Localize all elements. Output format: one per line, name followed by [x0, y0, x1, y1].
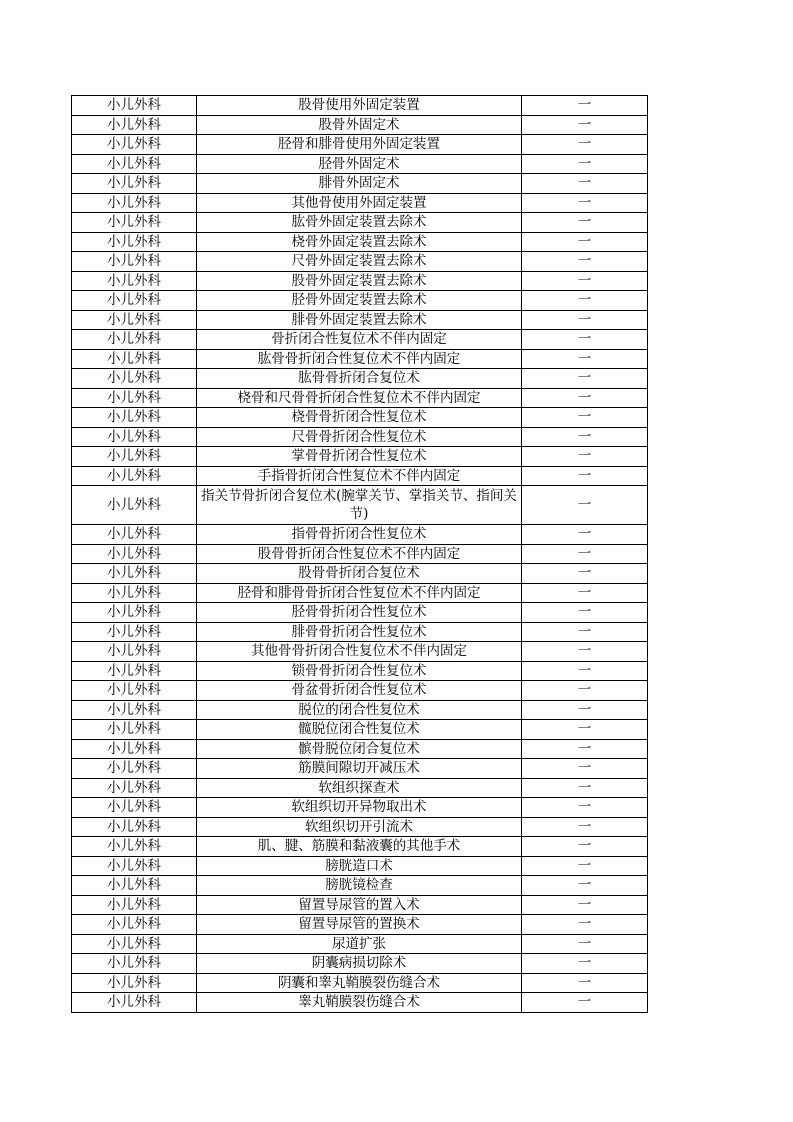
- procedure-name-cell: 肱骨骨折闭合性复位术不伴内固定: [197, 349, 522, 369]
- procedure-name-cell: 尿道扩张: [197, 934, 522, 954]
- table-row: [72, 856, 648, 876]
- table-row: [72, 681, 648, 701]
- grade-level-cell: 一: [522, 934, 648, 954]
- grade-level-cell: 一: [522, 388, 648, 408]
- department-cell: 小儿外科: [72, 856, 197, 876]
- grade-level-cell: 一: [522, 798, 648, 818]
- table-row: [72, 817, 648, 837]
- grade-level-cell: 一: [522, 739, 648, 759]
- grade-level-cell: 一: [522, 271, 648, 291]
- department-cell: 小儿外科: [72, 661, 197, 681]
- department-cell: 小儿外科: [72, 973, 197, 993]
- table-row: [72, 622, 648, 642]
- department-cell: 小儿外科: [72, 583, 197, 603]
- procedure-name-cell: 骨折闭合性复位术不伴内固定: [197, 330, 522, 350]
- department-cell: 小儿外科: [72, 271, 197, 291]
- grade-level-cell: 一: [522, 96, 648, 116]
- grade-level-cell: 一: [522, 622, 648, 642]
- grade-level-cell: 一: [522, 369, 648, 389]
- table-row: [72, 954, 648, 974]
- table-row: [72, 583, 648, 603]
- procedure-name-cell: 腓骨骨折闭合性复位术: [197, 622, 522, 642]
- department-cell: 小儿外科: [72, 564, 197, 584]
- procedure-name-cell: 其他骨使用外固定装置: [197, 193, 522, 213]
- grade-level-cell: 一: [522, 700, 648, 720]
- department-cell: 小儿外科: [72, 213, 197, 233]
- grade-level-cell: 一: [522, 427, 648, 447]
- procedure-name-cell: 胫骨外固定术: [197, 154, 522, 174]
- procedure-name-cell: 股骨使用外固定装置: [197, 96, 522, 116]
- table-row: [72, 154, 648, 174]
- department-cell: 小儿外科: [72, 349, 197, 369]
- table-row: [72, 486, 648, 525]
- grade-level-cell: 一: [522, 583, 648, 603]
- procedure-name-cell: 膀胱镜检查: [197, 876, 522, 896]
- grade-level-cell: 一: [522, 720, 648, 740]
- procedure-name-cell: 阴囊病损切除术: [197, 954, 522, 974]
- department-cell: 小儿外科: [72, 388, 197, 408]
- grade-level-cell: 一: [522, 232, 648, 252]
- table-row: [72, 720, 648, 740]
- department-cell: 小儿外科: [72, 115, 197, 135]
- grade-level-cell: 一: [522, 681, 648, 701]
- department-cell: 小儿外科: [72, 700, 197, 720]
- department-cell: 小儿外科: [72, 915, 197, 935]
- grade-level-cell: 一: [522, 115, 648, 135]
- table-row: [72, 232, 648, 252]
- table-row: [72, 798, 648, 818]
- department-cell: 小儿外科: [72, 954, 197, 974]
- grade-level-cell: 一: [522, 252, 648, 272]
- procedure-table: [71, 95, 648, 1013]
- procedure-name-cell: 筋膜间隙切开减压术: [197, 759, 522, 779]
- procedure-name-cell: 留置导尿管的置入术: [197, 895, 522, 915]
- procedure-name-cell: 脱位的闭合性复位术: [197, 700, 522, 720]
- grade-level-cell: 一: [522, 213, 648, 233]
- table-row: [72, 466, 648, 486]
- department-cell: 小儿外科: [72, 837, 197, 857]
- table-row: [72, 525, 648, 545]
- table-row: [72, 427, 648, 447]
- grade-level-cell: 一: [522, 135, 648, 155]
- grade-level-cell: 一: [522, 895, 648, 915]
- table-row: [72, 564, 648, 584]
- department-cell: 小儿外科: [72, 486, 197, 525]
- department-cell: 小儿外科: [72, 135, 197, 155]
- grade-level-cell: 一: [522, 817, 648, 837]
- table-body: [72, 96, 648, 1013]
- department-cell: 小儿外科: [72, 739, 197, 759]
- department-cell: 小儿外科: [72, 408, 197, 428]
- table-row: [72, 193, 648, 213]
- department-cell: 小儿外科: [72, 96, 197, 116]
- procedure-name-cell: 睾丸鞘膜裂伤缝合术: [197, 993, 522, 1013]
- table-row: [72, 915, 648, 935]
- table-row: [72, 973, 648, 993]
- table-row: [72, 330, 648, 350]
- department-cell: 小儿外科: [72, 310, 197, 330]
- table-row: [72, 96, 648, 116]
- procedure-name-cell: 其他骨骨折闭合性复位术不伴内固定: [197, 642, 522, 662]
- grade-level-cell: 一: [522, 642, 648, 662]
- department-cell: 小儿外科: [72, 466, 197, 486]
- department-cell: 小儿外科: [72, 817, 197, 837]
- procedure-name-cell: 髋脱位闭合性复位术: [197, 720, 522, 740]
- grade-level-cell: 一: [522, 759, 648, 779]
- procedure-name-cell: 桡骨和尺骨骨折闭合性复位术不伴内固定: [197, 388, 522, 408]
- procedure-name-cell: 股骨骨折闭合复位术: [197, 564, 522, 584]
- procedure-name-cell: 软组织切开引流术: [197, 817, 522, 837]
- procedure-name-cell: 腓骨外固定术: [197, 174, 522, 194]
- table-row: [72, 388, 648, 408]
- grade-level-cell: 一: [522, 954, 648, 974]
- procedure-name-cell: 胫骨骨折闭合性复位术: [197, 603, 522, 623]
- procedure-name-cell: 骨盆骨折闭合性复位术: [197, 681, 522, 701]
- procedure-name-cell: 留置导尿管的置换术: [197, 915, 522, 935]
- grade-level-cell: 一: [522, 466, 648, 486]
- procedure-name-cell: 指关节骨折闭合复位术(腕掌关节、掌指关节、指间关节): [197, 486, 522, 525]
- procedure-name-cell: 胫骨外固定装置去除术: [197, 291, 522, 311]
- grade-level-cell: 一: [522, 837, 648, 857]
- table-row: [72, 213, 648, 233]
- table-row: [72, 271, 648, 291]
- procedure-name-cell: 肱骨骨折闭合复位术: [197, 369, 522, 389]
- table-row: [72, 252, 648, 272]
- grade-level-cell: 一: [522, 525, 648, 545]
- grade-level-cell: 一: [522, 993, 648, 1013]
- department-cell: 小儿外科: [72, 447, 197, 467]
- table-row: [72, 544, 648, 564]
- grade-level-cell: 一: [522, 193, 648, 213]
- table-row: [72, 895, 648, 915]
- department-cell: 小儿外科: [72, 525, 197, 545]
- procedure-name-cell: 掌骨骨折闭合性复位术: [197, 447, 522, 467]
- procedure-name-cell: 胫骨和腓骨使用外固定装置: [197, 135, 522, 155]
- department-cell: 小儿外科: [72, 154, 197, 174]
- table-row: [72, 642, 648, 662]
- procedure-name-cell: 桡骨外固定装置去除术: [197, 232, 522, 252]
- department-cell: 小儿外科: [72, 778, 197, 798]
- table-row: [72, 778, 648, 798]
- grade-level-cell: 一: [522, 778, 648, 798]
- department-cell: 小儿外科: [72, 642, 197, 662]
- procedure-name-cell: 尺骨外固定装置去除术: [197, 252, 522, 272]
- department-cell: 小儿外科: [72, 681, 197, 701]
- procedure-name-cell: 手指骨折闭合性复位术不伴内固定: [197, 466, 522, 486]
- procedure-name-cell: 锁骨骨折闭合性复位术: [197, 661, 522, 681]
- table-row: [72, 739, 648, 759]
- department-cell: 小儿外科: [72, 895, 197, 915]
- department-cell: 小儿外科: [72, 720, 197, 740]
- table-row: [72, 369, 648, 389]
- procedure-name-cell: 尺骨骨折闭合性复位术: [197, 427, 522, 447]
- procedure-name-cell: 指骨骨折闭合性复位术: [197, 525, 522, 545]
- procedure-name-cell: 髌骨脱位闭合复位术: [197, 739, 522, 759]
- department-cell: 小儿外科: [72, 193, 197, 213]
- grade-level-cell: 一: [522, 973, 648, 993]
- grade-level-cell: 一: [522, 544, 648, 564]
- table-row: [72, 759, 648, 779]
- procedure-name-cell: 膀胱造口术: [197, 856, 522, 876]
- grade-level-cell: 一: [522, 564, 648, 584]
- grade-level-cell: 一: [522, 856, 648, 876]
- department-cell: 小儿外科: [72, 427, 197, 447]
- department-cell: 小儿外科: [72, 798, 197, 818]
- table-row: [72, 115, 648, 135]
- table-row: [72, 135, 648, 155]
- procedure-name-cell: 腓骨外固定装置去除术: [197, 310, 522, 330]
- department-cell: 小儿外科: [72, 603, 197, 623]
- department-cell: 小儿外科: [72, 934, 197, 954]
- procedure-name-cell: 股骨外固定术: [197, 115, 522, 135]
- procedure-name-cell: 阴囊和睾丸鞘膜裂伤缝合术: [197, 973, 522, 993]
- grade-level-cell: 一: [522, 603, 648, 623]
- department-cell: 小儿外科: [72, 544, 197, 564]
- grade-level-cell: 一: [522, 447, 648, 467]
- department-cell: 小儿外科: [72, 252, 197, 272]
- grade-level-cell: 一: [522, 486, 648, 525]
- department-cell: 小儿外科: [72, 622, 197, 642]
- table-row: [72, 603, 648, 623]
- grade-level-cell: 一: [522, 876, 648, 896]
- department-cell: 小儿外科: [72, 876, 197, 896]
- procedure-name-cell: 股骨骨折闭合性复位术不伴内固定: [197, 544, 522, 564]
- table-row: [72, 349, 648, 369]
- table-row: [72, 661, 648, 681]
- procedure-name-cell: 股骨外固定装置去除术: [197, 271, 522, 291]
- procedure-name-cell: 软组织探查术: [197, 778, 522, 798]
- table-row: [72, 174, 648, 194]
- department-cell: 小儿外科: [72, 174, 197, 194]
- table-row: [72, 993, 648, 1013]
- table-row: [72, 310, 648, 330]
- grade-level-cell: 一: [522, 349, 648, 369]
- table-row: [72, 291, 648, 311]
- table-row: [72, 408, 648, 428]
- department-cell: 小儿外科: [72, 330, 197, 350]
- procedure-name-cell: 肱骨外固定装置去除术: [197, 213, 522, 233]
- grade-level-cell: 一: [522, 310, 648, 330]
- procedure-name-cell: 肌、腱、筋膜和黏液囊的其他手术: [197, 837, 522, 857]
- grade-level-cell: 一: [522, 661, 648, 681]
- department-cell: 小儿外科: [72, 759, 197, 779]
- grade-level-cell: 一: [522, 291, 648, 311]
- department-cell: 小儿外科: [72, 993, 197, 1013]
- grade-level-cell: 一: [522, 174, 648, 194]
- department-cell: 小儿外科: [72, 369, 197, 389]
- table-row: [72, 837, 648, 857]
- grade-level-cell: 一: [522, 330, 648, 350]
- table-row: [72, 934, 648, 954]
- table-row: [72, 447, 648, 467]
- table-row: [72, 876, 648, 896]
- procedure-name-cell: 软组织切开异物取出术: [197, 798, 522, 818]
- grade-level-cell: 一: [522, 408, 648, 428]
- department-cell: 小儿外科: [72, 232, 197, 252]
- procedure-name-cell: 桡骨骨折闭合性复位术: [197, 408, 522, 428]
- grade-level-cell: 一: [522, 154, 648, 174]
- department-cell: 小儿外科: [72, 291, 197, 311]
- table-row: [72, 700, 648, 720]
- grade-level-cell: 一: [522, 915, 648, 935]
- procedure-name-cell: 胫骨和腓骨骨折闭合性复位术不伴内固定: [197, 583, 522, 603]
